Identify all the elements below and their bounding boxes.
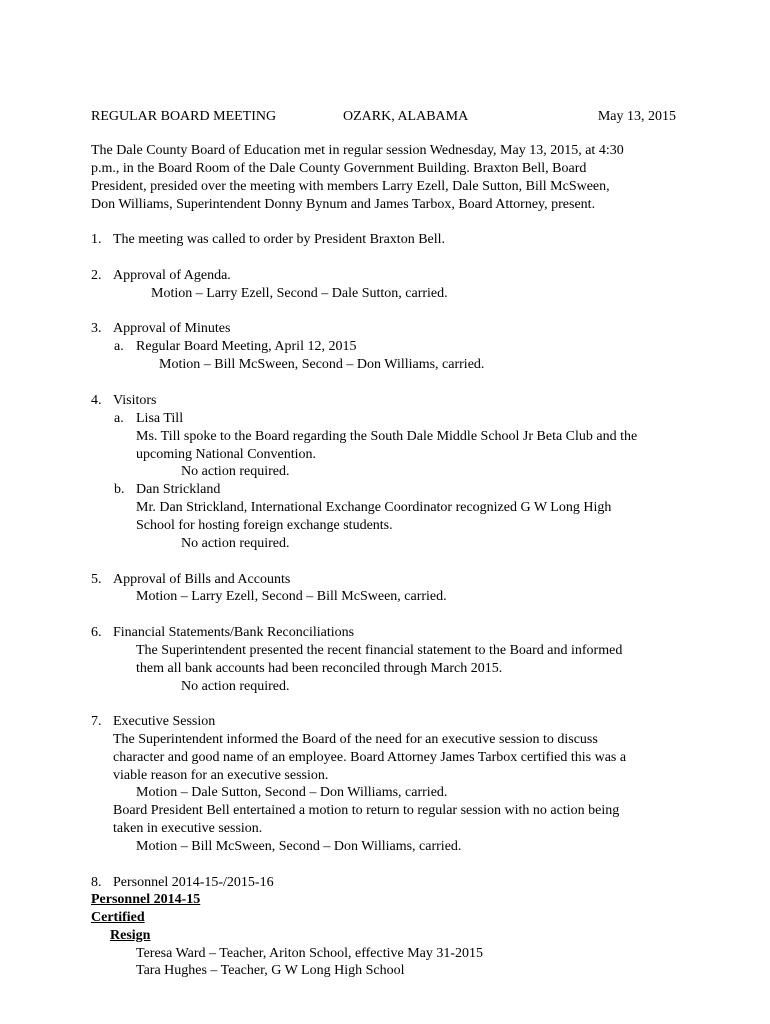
motion-text: Motion – Larry Ezell, Second – Bill McSween, carried. [136, 589, 447, 604]
body-line: viable reason for an executive session. [113, 768, 329, 783]
item-number: 7. [91, 714, 102, 729]
item-number: 5. [91, 572, 102, 587]
body-line: them all bank accounts had been reconciled through March 2015. [136, 661, 503, 676]
item-title: Approval of Minutes [113, 321, 231, 336]
personnel-heading: Personnel 2014-15 [91, 892, 201, 907]
personnel-entry: Tara Hughes – Teacher, G W Long High School [136, 963, 405, 978]
sub-title: Dan Strickland [136, 482, 221, 497]
item-number: 3. [91, 321, 102, 336]
body-line: Ms. Till spoke to the Board regarding the South Dale Middle School Jr Beta Club and the [136, 429, 638, 444]
intro-line: The Dale County Board of Education met in regular session Wednesday, May 13, 2015, at 4:30 [91, 143, 624, 158]
personnel-entry: Teresa Ward – Teacher, Ariton School, effective May 31-2015 [136, 946, 484, 961]
sub-letter: b. [114, 482, 125, 497]
body-line: The Superintendent presented the recent financial statement to the Board and informed [136, 643, 623, 658]
intro-line: President, presided over the meeting with members Larry Ezell, Dale Sutton, Bill McSween, [91, 179, 610, 194]
action-text: No action required. [181, 464, 290, 479]
body-line: Board President Bell entertained a motion to return to regular session with no action being [113, 803, 620, 818]
motion-text: Motion – Larry Ezell, Second – Dale Sutton, carried. [151, 286, 448, 301]
item-number: 6. [91, 625, 102, 640]
item-number: 8. [91, 875, 102, 890]
item-title: Personnel 2014-15-/2015-16 [113, 875, 274, 890]
motion-text: Motion – Dale Sutton, Second – Don Williams, carried. [136, 785, 448, 800]
sub-letter: a. [114, 411, 124, 426]
body-line: taken in executive session. [113, 821, 263, 836]
action-text: No action required. [181, 536, 290, 551]
sub-title: Regular Board Meeting, April 12, 2015 [136, 339, 357, 354]
item-title: Executive Session [113, 714, 216, 729]
motion-text: Motion – Bill McSween, Second – Don Williams, carried. [159, 357, 485, 372]
personnel-category: Certified [91, 910, 145, 925]
intro-line: p.m., in the Board Room of the Dale County Government Building. Braxton Bell, Board [91, 161, 587, 176]
sub-letter: a. [114, 339, 124, 354]
motion-text: Motion – Bill McSween, Second – Don Williams, carried. [136, 839, 462, 854]
item-title: Financial Statements/Bank Reconciliations [113, 625, 355, 640]
header-location: OZARK, ALABAMA [343, 109, 469, 124]
header-date: May 13, 2015 [597, 109, 676, 124]
personnel-subheading: Resign [110, 928, 151, 943]
sub-title: Lisa Till [136, 411, 184, 426]
body-line: Mr. Dan Strickland, International Exchange Coordinator recognized G W Long High [136, 500, 612, 515]
item-number: 2. [91, 268, 102, 283]
body-line: upcoming National Convention. [136, 447, 317, 462]
intro-line: Don Williams, Superintendent Donny Bynum and James Tarbox, Board Attorney, present. [91, 197, 596, 212]
item-title: Approval of Agenda. [113, 268, 231, 283]
item-title: Visitors [113, 393, 157, 408]
body-line: character and good name of an employee. Board Attorney James Tarbox certified this was a [113, 750, 627, 765]
body-line: The Superintendent informed the Board of the need for an executive session to discuss [113, 732, 598, 747]
item-number: 1. [91, 232, 102, 247]
item-number: 4. [91, 393, 102, 408]
item-title: The meeting was called to order by President Braxton Bell. [113, 232, 446, 247]
header-title: REGULAR BOARD MEETING [91, 109, 277, 124]
item-title: Approval of Bills and Accounts [113, 572, 291, 587]
body-line: School for hosting foreign exchange students. [136, 518, 393, 533]
action-text: No action required. [181, 679, 290, 694]
